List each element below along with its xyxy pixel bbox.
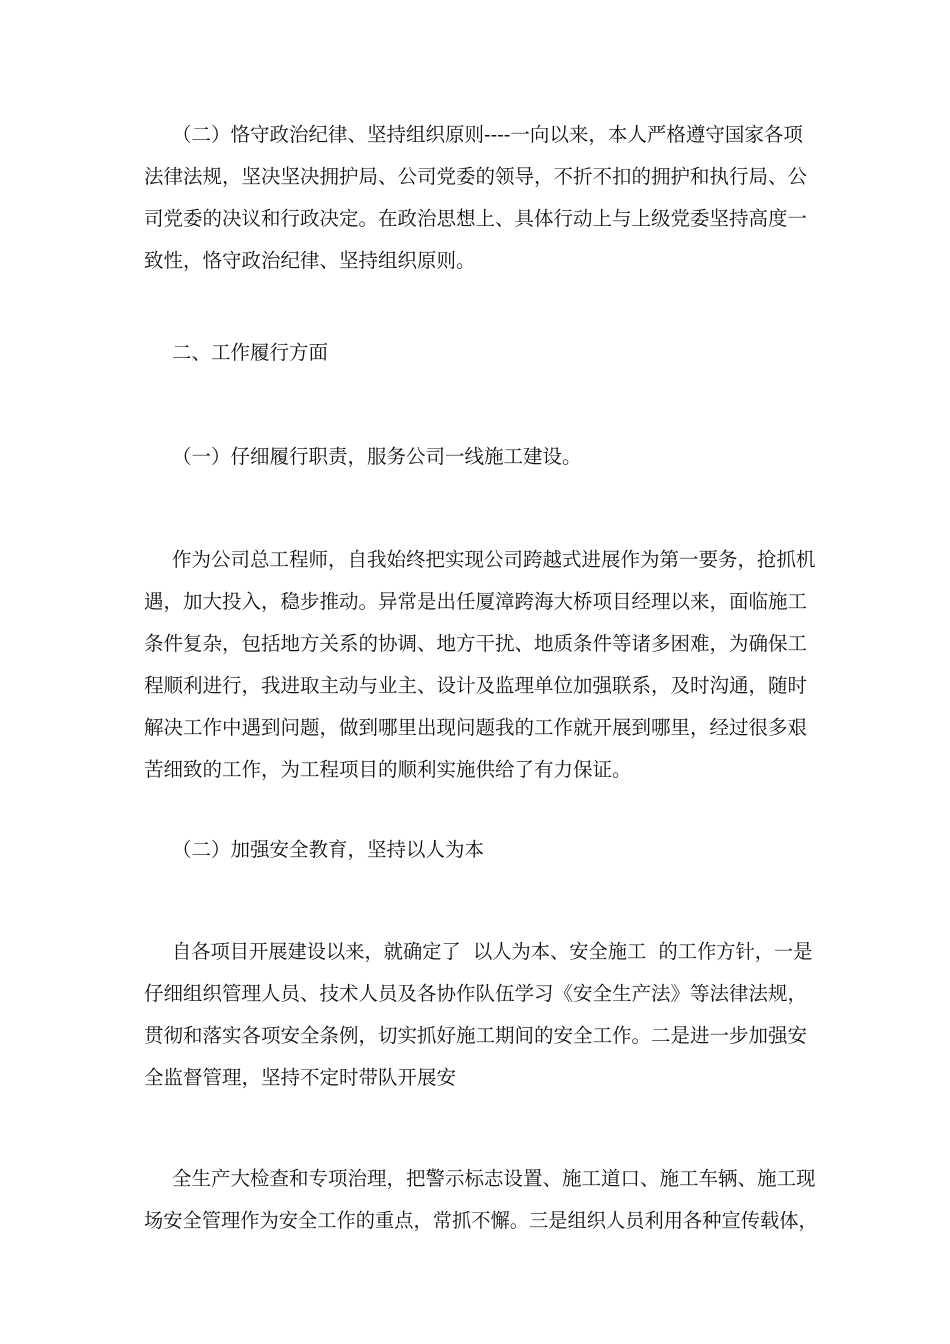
subheading: （二）加强安全教育，坚持以人为本 — [172, 838, 485, 861]
paragraph-line: 条件复杂，包括地方关系的协调、地方干扰、地质条件等诸多困难，为确保工 — [144, 632, 808, 655]
paragraph-line: 自各项目开展建设以来，就确定了 以人为本、安全施工 的工作方针，一是 — [172, 940, 813, 963]
paragraph-line: 司党委的决议和行政决定。在政治思想上、具体行动上与上级党委坚持高度一 — [144, 207, 808, 230]
paragraph-line: 遇，加大投入，稳步推动。异常是出任厦漳跨海大桥项目经理以来，面临施工 — [144, 590, 808, 613]
paragraph-line: 全生产大检查和专项治理，把警示标志设置、施工道口、施工车辆、施工现 — [172, 1167, 816, 1190]
paragraph-line: 作为公司总工程师，自我始终把实现公司跨越式进展作为第一要务，抢抓机 — [172, 548, 816, 571]
paragraph-line: 仔细组织管理人员、技术人员及各协作队伍学习《安全生产法》等法律法规， — [144, 982, 808, 1005]
subheading: （一）仔细履行职责，服务公司一线施工建设。 — [172, 445, 582, 468]
paragraph-line: 贯彻和落实各项安全条例，切实抓好施工期间的安全工作。二是进一步加强安 — [144, 1024, 808, 1047]
paragraph-line: 苦细致的工作，为工程项目的顺利实施供给了有力保证。 — [144, 758, 632, 781]
paragraph-line: 法律法规，坚决坚决拥护局、公司党委的领导，不折不扣的拥护和执行局、公 — [144, 165, 808, 188]
section-heading: 二、工作履行方面 — [172, 341, 329, 364]
paragraph-line: 场安全管理作为安全工作的重点，常抓不懈。三是组织人员利用各种宣传载体， — [144, 1209, 818, 1232]
paragraph-line: （二）恪守政治纪律、坚持组织原则----一向以来，本人严格遵守国家各项 — [172, 123, 803, 146]
paragraph-line: 致性，恪守政治纪律、坚持组织原则。 — [144, 249, 476, 272]
paragraph-line: 解决工作中遇到问题，做到哪里出现问题我的工作就开展到哪里，经过很多艰 — [144, 716, 808, 739]
paragraph-line: 全监督管理，坚持不定时带队开展安 — [144, 1066, 457, 1089]
paragraph-line: 程顺利进行，我进取主动与业主、设计及监理单位加强联系，及时沟通，随时 — [144, 674, 808, 697]
